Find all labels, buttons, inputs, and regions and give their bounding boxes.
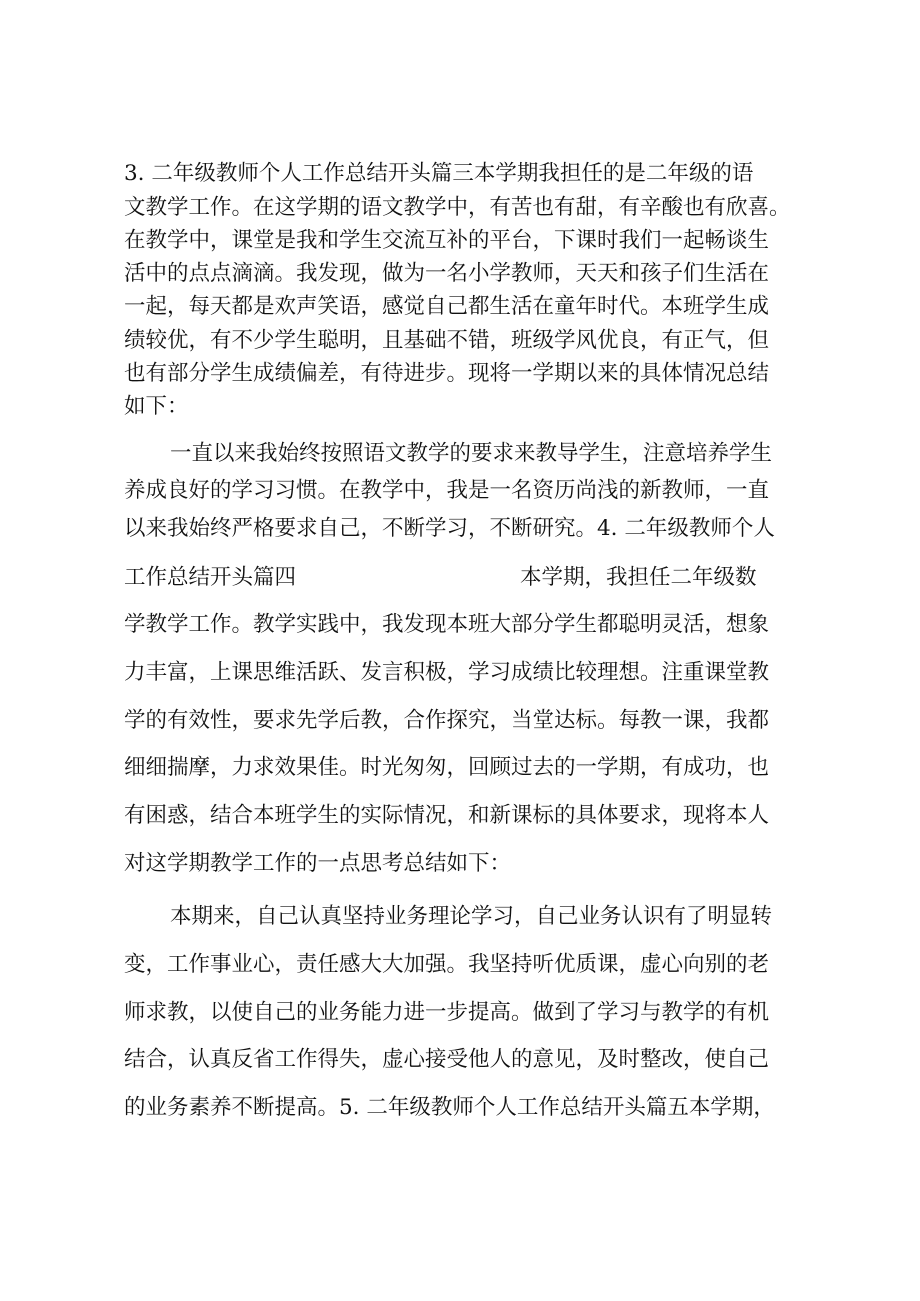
text-line: 学的有效性，要求先学后教，合作探究，当堂达标。每教一课，我都 xyxy=(124,708,770,733)
text-line: 对这学期教学工作的一点思考总结如下： xyxy=(124,851,512,876)
text-line: 3. 二年级教师个人工作总结开头篇三本学期我担任的是二年级的语 xyxy=(124,161,754,186)
text-line: 也有部分学生成绩偏差，有待进步。现将一学期以来的具体情况总结 xyxy=(124,361,770,386)
text-line: 细细揣摩，力求效果佳。时光匆匆，回顾过去的一学期，有成功，也 xyxy=(124,755,770,780)
text-line: 一直以来我始终按照语文教学的要求来教导学生，注意培养学生 xyxy=(170,441,773,466)
text-line: 学教学工作。教学实践中，我发现本班大部分学生都聪明灵活，想象 xyxy=(124,612,770,637)
text-line: 活中的点点滴滴。我发现，做为一名小学教师，天天和孩子们生活在 xyxy=(124,261,770,286)
text-line: 的业务素养不断提高。5. 二年级教师个人工作总结开头篇五本学期， xyxy=(124,1095,775,1120)
text-line: 工作总结开头篇四 xyxy=(124,565,297,590)
text-line: 师求教，以使自己的业务能力进一步提高。做到了学习与教学的有机 xyxy=(124,1000,770,1025)
text-line: 力丰富，上课思维活跃、发言积极，学习成绩比较理想。注重课堂教 xyxy=(124,660,770,685)
text-line: 有困惑，结合本班学生的实际情况，和新课标的具体要求，现将本人 xyxy=(124,803,770,828)
text-line: 本学期，我担任二年级数 xyxy=(520,565,757,590)
text-line: 变，工作事业心，责任感大大加强。我坚持听优质课，虚心向别的老 xyxy=(124,952,770,977)
text-line: 本期来，自己认真坚持业务理论学习，自己业务认识有了明显转 xyxy=(170,904,773,929)
text-line: 在教学中，课堂是我和学生交流互补的平台，下课时我们一起畅谈生 xyxy=(124,228,770,253)
text-line: 文教学工作。在这学期的语文教学中，有苦也有甜，有辛酸也有欣喜。 xyxy=(124,195,791,220)
text-line: 以来我始终严格要求自己，不断学习，不断研究。4. 二年级教师个人 xyxy=(124,516,775,541)
text-line: 绩较优，有不少学生聪明，且基础不错，班级学风优良，有正气，但 xyxy=(124,328,770,353)
text-line: 养成良好的学习习惯。在教学中，我是一名资历尚浅的新教师，一直 xyxy=(124,478,770,503)
text-line: 结合，认真反省工作得失，虚心接受他人的意见，及时整改，使自己 xyxy=(124,1047,770,1072)
text-line: 一起，每天都是欢声笑语，感觉自己都生活在童年时代。本班学生成 xyxy=(124,294,770,319)
text-line: 如下： xyxy=(124,394,189,419)
